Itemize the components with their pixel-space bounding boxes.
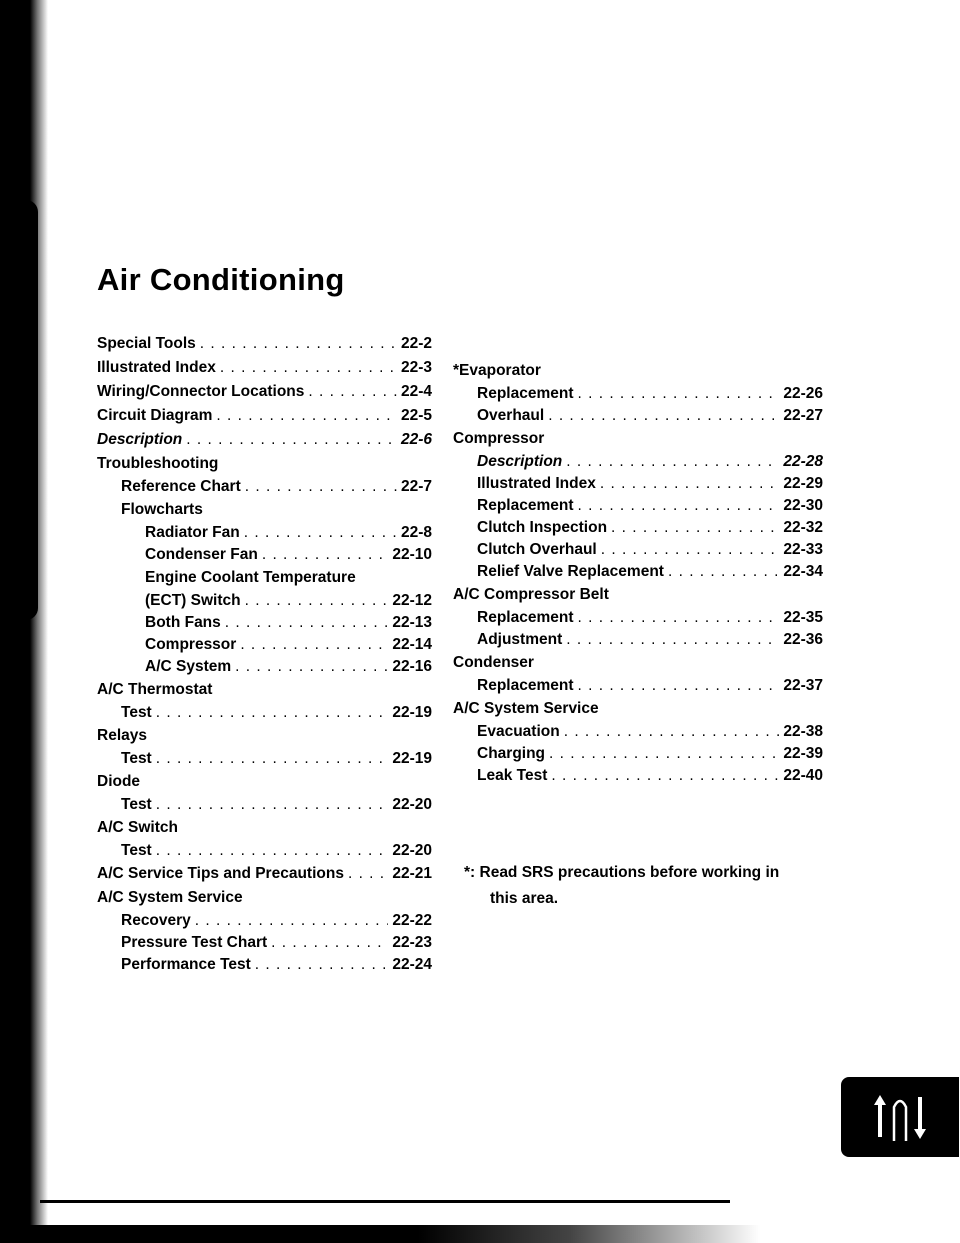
- toc-entry-label: Pressure Test Chart: [121, 934, 268, 951]
- toc-heading: [97, 452, 432, 476]
- dot-leader: [156, 840, 389, 862]
- toc-entry-label: Description: [97, 431, 183, 448]
- toc-entry[interactable]: [453, 517, 823, 539]
- toc-page-number: 22-36: [783, 631, 823, 648]
- toc-entry-label: Special Tools: [97, 335, 196, 352]
- toc-page-number: 22-10: [392, 546, 432, 563]
- dot-leader: [200, 332, 397, 356]
- toc-entry-label: Reference Chart: [121, 478, 241, 495]
- toc-entry[interactable]: [97, 794, 432, 816]
- toc-entry[interactable]: [97, 356, 432, 380]
- toc-entry[interactable]: [453, 383, 823, 405]
- dot-leader: [577, 607, 779, 629]
- toc-page-number: 22-34: [783, 563, 823, 580]
- toc-entry[interactable]: [97, 910, 432, 932]
- toc-page-number: 22-26: [783, 385, 823, 402]
- toc-entry-label: Relays: [97, 727, 147, 744]
- toc-entry-label: Replacement: [477, 385, 574, 402]
- toc-page-number: 22-24: [392, 956, 432, 973]
- toc-entry-label: A/C Switch: [97, 819, 178, 836]
- toc-entry-label: A/C System Service: [97, 889, 243, 906]
- toc-entry-label: Replacement: [477, 677, 574, 694]
- dot-leader: [611, 517, 779, 539]
- toc-entry[interactable]: [97, 932, 432, 954]
- srs-note: [464, 860, 824, 912]
- dot-leader: [348, 862, 388, 886]
- bottom-rule: [40, 1200, 730, 1203]
- toc-entry[interactable]: [97, 332, 432, 356]
- dot-leader: [186, 428, 397, 452]
- dot-leader: [271, 932, 388, 954]
- dot-leader: [235, 656, 388, 678]
- toc-entry-label: Clutch Overhaul: [477, 541, 597, 558]
- toc-entry[interactable]: [97, 702, 432, 724]
- toc-entry-label: Description: [477, 453, 563, 470]
- toc-entry[interactable]: [453, 561, 823, 583]
- toc-entry-label: A/C Compressor Belt: [453, 586, 609, 603]
- toc-page-number: 22-39: [783, 745, 823, 762]
- toc-entry-label: Leak Test: [477, 767, 548, 784]
- toc-page-number: 22-7: [400, 478, 432, 495]
- toc-heading: [97, 678, 432, 702]
- toc-entry-label: Relief Valve Replacement: [477, 563, 664, 580]
- dot-leader: [308, 380, 397, 404]
- toc-entry[interactable]: [97, 476, 432, 498]
- toc-page-number: 22-35: [783, 609, 823, 626]
- page-title: Air Conditioning: [97, 262, 345, 297]
- toc-entry[interactable]: [97, 656, 432, 678]
- bottom-scan-shadow: [0, 1225, 760, 1243]
- dot-leader: [564, 721, 780, 743]
- toc-entry[interactable]: [97, 748, 432, 770]
- dot-leader: [566, 451, 779, 473]
- dot-leader: [244, 522, 397, 544]
- toc-page-number: 22-30: [783, 497, 823, 514]
- toc-heading: [97, 566, 432, 590]
- toc-entry-label: Diode: [97, 773, 141, 790]
- section-nav-tab[interactable]: [841, 1077, 959, 1157]
- toc-entry-label: Replacement: [477, 609, 574, 626]
- toc-heading: [97, 498, 432, 522]
- toc-entry-label: Overhaul: [477, 407, 545, 424]
- toc-entry-label: Flowcharts: [121, 501, 203, 518]
- toc-page-number: 22-38: [783, 723, 823, 740]
- toc-entry-label: Engine Coolant Temperature: [145, 569, 356, 586]
- toc-entry[interactable]: [453, 607, 823, 629]
- dot-leader: [601, 539, 780, 561]
- toc-page-number: 22-4: [400, 383, 432, 400]
- toc-entry[interactable]: [97, 522, 432, 544]
- toc-entry-label: (ECT) Switch: [145, 592, 241, 609]
- toc-page-number: 22-37: [783, 677, 823, 694]
- toc-page-number: 22-40: [783, 767, 823, 784]
- toc-entry[interactable]: [453, 495, 823, 517]
- toc-page-number: 22-14: [392, 636, 432, 653]
- toc-entry[interactable]: [453, 629, 823, 651]
- toc-entry-label: Radiator Fan: [145, 524, 240, 541]
- toc-entry[interactable]: [97, 544, 432, 566]
- dot-leader: [245, 590, 389, 612]
- toc-heading: [453, 427, 823, 451]
- toc-page-number: 22-6: [400, 431, 432, 448]
- dot-leader: [548, 405, 779, 427]
- toc-page-number: 22-19: [392, 750, 432, 767]
- toc-entry-label: Illustrated Index: [477, 475, 596, 492]
- toc-entry[interactable]: [453, 539, 823, 561]
- toc-entry-label: Test: [121, 796, 152, 813]
- toc-entry-label: Compressor: [453, 430, 545, 447]
- toc-entry[interactable]: [453, 675, 823, 697]
- toc-entry[interactable]: [97, 428, 432, 452]
- toc-page-number: 22-23: [392, 934, 432, 951]
- toc-entry-label: A/C Service Tips and Precautions: [97, 865, 344, 882]
- toc-entry-label: Troubleshooting: [97, 455, 219, 472]
- dot-leader: [255, 954, 389, 976]
- toc-entry[interactable]: [453, 405, 823, 427]
- srs-note-line-1: *: Read SRS precautions before working in: [464, 864, 780, 881]
- toc-entry[interactable]: [453, 473, 823, 495]
- dot-leader: [225, 612, 389, 634]
- dot-leader: [600, 473, 779, 495]
- dot-leader: [156, 748, 389, 770]
- toc-entry-label: A/C System Service: [453, 700, 599, 717]
- toc-entry[interactable]: [453, 451, 823, 473]
- dot-leader: [577, 383, 779, 405]
- dot-leader: [156, 702, 389, 724]
- dot-leader: [577, 495, 779, 517]
- toc-entry-label: Clutch Inspection: [477, 519, 608, 536]
- toc-entry-label: Charging: [477, 745, 546, 762]
- dot-leader: [220, 356, 397, 380]
- toc-entry-label: A/C System: [145, 658, 232, 675]
- toc-page-number: 22-13: [392, 614, 432, 631]
- toc-page-number: 22-29: [783, 475, 823, 492]
- toc-left-column: [97, 332, 432, 976]
- toc-heading: [453, 359, 823, 383]
- toc-page-number: 22-16: [392, 658, 432, 675]
- toc-page-number: 22-32: [783, 519, 823, 536]
- toc-entry-label: Performance Test: [121, 956, 251, 973]
- dot-leader: [195, 910, 389, 932]
- dot-leader: [216, 404, 397, 428]
- page-curl-shadow: [18, 0, 48, 1243]
- toc-page-number: 22-20: [392, 796, 432, 813]
- toc-heading: [453, 583, 823, 607]
- toc-heading: [97, 724, 432, 748]
- toc-entry[interactable]: [97, 404, 432, 428]
- toc-entry-label: *Evaporator: [453, 362, 541, 379]
- toc-entry[interactable]: [97, 954, 432, 976]
- binding-tab: [24, 200, 38, 620]
- toc-heading: [97, 886, 432, 910]
- toc-entry[interactable]: [97, 862, 432, 886]
- toc-entry[interactable]: [453, 765, 823, 787]
- toc-entry-label: Both Fans: [145, 614, 221, 631]
- toc-heading: [97, 770, 432, 794]
- toc-entry-label: Recovery: [121, 912, 191, 929]
- dot-leader: [262, 544, 389, 566]
- toc-heading: [453, 697, 823, 721]
- dot-leader: [577, 675, 779, 697]
- toc-heading: [97, 816, 432, 840]
- up-down-navigation-icon: [860, 1087, 940, 1147]
- toc-entry[interactable]: [97, 634, 432, 656]
- toc-entry[interactable]: [97, 840, 432, 862]
- toc-page-number: 22-19: [392, 704, 432, 721]
- toc-entry-label: Condenser Fan: [145, 546, 258, 563]
- toc-entry-label: Test: [121, 750, 152, 767]
- toc-entry-label: Illustrated Index: [97, 359, 216, 376]
- toc-page-number: 22-33: [783, 541, 823, 558]
- dot-leader: [245, 476, 397, 498]
- toc-page-number: 22-8: [400, 524, 432, 541]
- toc-entry-label: Circuit Diagram: [97, 407, 213, 424]
- dot-leader: [566, 629, 779, 651]
- toc-page-number: 22-28: [783, 453, 823, 470]
- toc-page-number: 22-12: [392, 592, 432, 609]
- toc-entry[interactable]: [453, 743, 823, 765]
- toc-page-number: 22-21: [392, 865, 432, 882]
- toc-right-column: [453, 359, 823, 787]
- toc-page-number: 22-5: [400, 407, 432, 424]
- toc-page-number: 22-27: [783, 407, 823, 424]
- toc-page-number: 22-20: [392, 842, 432, 859]
- srs-note-line-2: this area.: [490, 890, 559, 907]
- toc-entry-label: Evacuation: [477, 723, 560, 740]
- toc-entry-label: Adjustment: [477, 631, 563, 648]
- dot-leader: [668, 561, 779, 583]
- dot-leader: [549, 743, 779, 765]
- dot-leader: [240, 634, 388, 656]
- toc-entry-label: Test: [121, 842, 152, 859]
- toc-entry-label: A/C Thermostat: [97, 681, 213, 698]
- dot-leader: [551, 765, 779, 787]
- dot-leader: [156, 794, 389, 816]
- toc-heading: [453, 651, 823, 675]
- toc-entry-label: Condenser: [453, 654, 534, 671]
- toc-entry[interactable]: [97, 612, 432, 634]
- toc-entry-label: Compressor: [145, 636, 237, 653]
- toc-entry[interactable]: [453, 721, 823, 743]
- toc-entry-label: Test: [121, 704, 152, 721]
- toc-page-number: 22-2: [400, 335, 432, 352]
- toc-entry-label: Wiring/Connector Locations: [97, 383, 305, 400]
- toc-entry[interactable]: [97, 590, 432, 612]
- toc-page-number: 22-22: [392, 912, 432, 929]
- toc-entry[interactable]: [97, 380, 432, 404]
- toc-page-number: 22-3: [400, 359, 432, 376]
- toc-entry-label: Replacement: [477, 497, 574, 514]
